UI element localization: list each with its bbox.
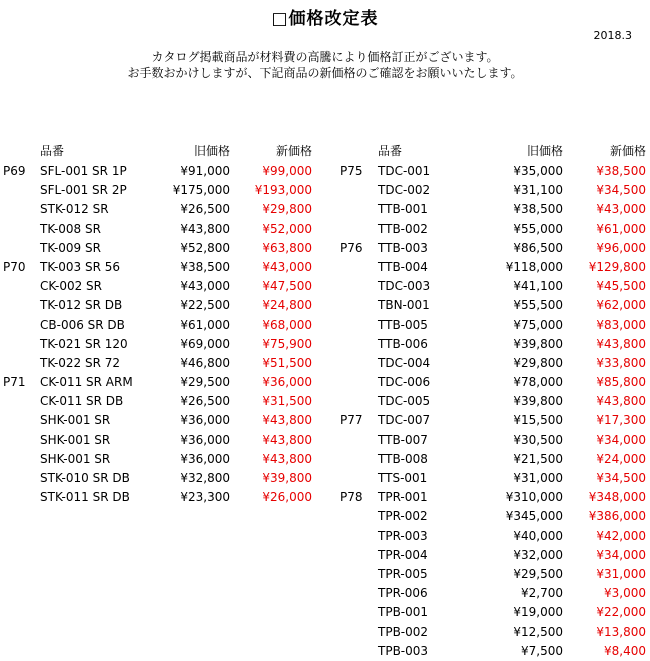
product-code: SFL-001 SR 1P	[40, 164, 127, 178]
new-price: ¥45,500	[596, 279, 646, 294]
product-code: TDC-001	[378, 164, 431, 178]
product-code: TTB-005	[378, 317, 428, 332]
table-row	[336, 239, 650, 258]
old-price: ¥345,000	[505, 509, 563, 524]
product-code: TPR-004	[378, 547, 428, 562]
new-price: ¥43,800	[596, 336, 646, 351]
old-price: ¥26,500	[180, 202, 230, 217]
old-price: ¥41,100	[513, 279, 563, 294]
new-price: ¥51,500	[262, 355, 312, 370]
product-code: TK-009 SR	[40, 240, 101, 255]
old-price: ¥35,000	[513, 164, 563, 178]
old-price: ¥36,000	[180, 451, 230, 466]
product-code: TPB-002	[378, 624, 429, 639]
product-code: TPR-001	[378, 490, 428, 505]
revision-date: 2018.3	[593, 29, 632, 42]
table-row	[336, 296, 650, 315]
table-row	[0, 277, 330, 296]
table-row	[0, 488, 330, 507]
new-price: ¥43,000	[262, 259, 312, 274]
product-code: TTB-007	[378, 432, 428, 447]
table-row	[336, 373, 650, 392]
new-price: ¥62,000	[596, 298, 646, 313]
table-row	[336, 335, 650, 354]
price-table-left	[0, 140, 330, 507]
price-table-right	[336, 140, 650, 661]
table-row	[0, 373, 330, 392]
old-price: ¥36,000	[180, 432, 230, 447]
notice-text	[0, 49, 650, 81]
product-code: TK-012 SR DB	[40, 298, 123, 313]
product-code: STK-012 SR	[40, 202, 109, 217]
new-price: ¥85,800	[596, 375, 646, 390]
table-row	[336, 623, 650, 642]
table-row	[0, 354, 330, 373]
new-price: ¥42,000	[596, 528, 646, 543]
old-price: ¥38,500	[180, 259, 230, 274]
new-price: ¥24,000	[596, 451, 646, 466]
table-row	[336, 488, 650, 507]
product-code: SFL-001 SR 2P	[40, 183, 127, 198]
table-row	[336, 546, 650, 565]
old-price: ¥15,500	[513, 413, 563, 428]
old-price: ¥32,800	[180, 471, 230, 485]
old-price: ¥46,800	[180, 355, 230, 370]
product-code: TPR-002	[378, 509, 428, 524]
new-price: ¥26,000	[262, 490, 312, 505]
table-row	[336, 584, 650, 603]
new-price: ¥68,000	[262, 317, 312, 332]
product-code: TDC-005	[378, 394, 431, 409]
product-code: TDC-004	[378, 355, 431, 370]
new-price: ¥386,000	[588, 509, 646, 524]
product-code: CK-011 SR ARM	[40, 375, 133, 390]
table-row	[0, 335, 330, 354]
table-row	[336, 354, 650, 373]
product-code: CB-006 SR DB	[40, 317, 125, 332]
product-code: TDC-002	[378, 183, 431, 198]
table-row	[336, 258, 650, 277]
table-row	[0, 431, 330, 450]
new-price: ¥38,500	[596, 164, 646, 178]
old-price: ¥175,000	[172, 183, 230, 198]
new-price: ¥31,500	[262, 394, 312, 409]
product-code: SHK-001 SR	[40, 413, 111, 428]
product-code: SHK-001 SR	[40, 451, 111, 466]
product-code: TK-021 SR 120	[40, 336, 128, 351]
old-price: ¥118,000	[505, 259, 563, 274]
old-price: ¥55,000	[513, 221, 563, 236]
table-row	[0, 181, 330, 200]
old-price: ¥69,000	[180, 336, 230, 351]
new-price: ¥13,800	[596, 624, 646, 639]
product-code: TPR-005	[378, 566, 428, 581]
table-row	[0, 392, 330, 411]
new-price: ¥31,000	[596, 566, 646, 581]
table-header	[0, 140, 330, 162]
product-code: STK-010 SR DB	[40, 471, 130, 485]
product-code: TK-003 SR 56	[40, 259, 121, 274]
new-price: ¥24,800	[262, 298, 312, 313]
new-price: ¥34,000	[596, 432, 646, 447]
table-row	[336, 181, 650, 200]
table-row	[336, 431, 650, 450]
table-row	[336, 603, 650, 622]
new-price: ¥75,900	[262, 336, 312, 351]
table-row	[0, 411, 330, 430]
page-number: P78	[340, 490, 363, 505]
page-number: P76	[340, 240, 363, 255]
new-price: ¥43,800	[262, 432, 312, 447]
table-row	[336, 411, 650, 430]
new-price: ¥43,800	[596, 394, 646, 409]
old-price: ¥22,500	[180, 298, 230, 313]
new-price: ¥193,000	[254, 183, 312, 198]
old-price: ¥31,100	[513, 183, 563, 198]
table-row	[336, 450, 650, 469]
product-code: TPR-006	[378, 586, 428, 601]
product-code: SHK-001 SR	[40, 432, 111, 447]
new-price: ¥29,800	[262, 202, 312, 217]
old-price: ¥23,300	[180, 490, 230, 505]
old-price: ¥36,000	[180, 413, 230, 428]
new-price: ¥63,800	[262, 240, 312, 255]
old-price: ¥31,000	[513, 471, 563, 485]
table-row	[0, 162, 330, 181]
product-code: TTB-006	[378, 336, 428, 351]
old-price: ¥38,500	[513, 202, 563, 217]
old-price: ¥310,000	[505, 490, 563, 505]
header-new-price: 新価格	[275, 144, 312, 158]
product-code: TTB-003	[378, 240, 428, 255]
table-row	[336, 277, 650, 296]
table-row	[336, 469, 650, 488]
old-price: ¥30,500	[513, 432, 563, 447]
new-price: ¥34,500	[596, 183, 646, 198]
new-price: ¥43,000	[596, 202, 646, 217]
new-price: ¥43,800	[262, 451, 312, 466]
new-price: ¥47,500	[262, 279, 312, 294]
product-code: TTB-001	[378, 202, 428, 217]
page-number: P70	[3, 259, 26, 274]
table-row	[0, 200, 330, 219]
new-price: ¥34,500	[596, 471, 646, 485]
table-row	[0, 220, 330, 239]
old-price: ¥75,000	[513, 317, 563, 332]
old-price: ¥7,500	[521, 643, 563, 658]
new-price: ¥61,000	[596, 221, 646, 236]
product-code: TPB-003	[378, 643, 429, 658]
header-old-price: 旧価格	[193, 144, 230, 158]
old-price: ¥40,000	[513, 528, 563, 543]
new-price: ¥3,000	[604, 586, 646, 601]
old-price: ¥19,000	[513, 605, 563, 620]
old-price: ¥61,000	[180, 317, 230, 332]
new-price: ¥39,800	[262, 471, 312, 485]
product-code: CK-011 SR DB	[40, 394, 124, 409]
notice-line-2: お手数おかけしますが、下記商品の新価格のご確認をお願いいたします。	[127, 66, 523, 80]
table-row	[336, 200, 650, 219]
table-row	[336, 316, 650, 335]
table-row	[0, 316, 330, 335]
product-code: TPR-003	[378, 528, 428, 543]
table-row	[0, 469, 330, 488]
table-row	[0, 258, 330, 277]
page-number: P77	[340, 413, 363, 428]
notice-line-1: カタログ掲載商品が材料費の高騰により価格訂正がございます。	[151, 50, 499, 64]
product-code: TTB-008	[378, 451, 428, 466]
old-price: ¥39,800	[513, 336, 563, 351]
new-price: ¥17,300	[596, 413, 646, 428]
old-price: ¥21,500	[513, 451, 563, 466]
old-price: ¥91,000	[180, 164, 230, 178]
page-number: P75	[340, 164, 363, 178]
product-code: TDC-006	[378, 375, 431, 390]
old-price: ¥39,800	[513, 394, 563, 409]
old-price: ¥29,800	[513, 355, 563, 370]
new-price: ¥36,000	[262, 375, 312, 390]
header-new-price: 新価格	[609, 144, 646, 158]
page-title: □価格改定表	[271, 9, 379, 29]
product-code: TTB-004	[378, 259, 428, 274]
new-price: ¥43,800	[262, 413, 312, 428]
table-row	[336, 220, 650, 239]
old-price: ¥55,500	[513, 298, 563, 313]
product-code: TBN-001	[378, 298, 430, 313]
table-header	[336, 140, 650, 162]
product-code: STK-011 SR DB	[40, 490, 130, 505]
table-row	[0, 450, 330, 469]
table-row	[336, 162, 650, 181]
new-price: ¥348,000	[588, 490, 646, 505]
old-price: ¥2,700	[521, 586, 563, 601]
old-price: ¥52,800	[180, 240, 230, 255]
header-code: 品番	[40, 144, 65, 158]
product-code: CK-002 SR	[40, 279, 102, 294]
product-code: TTS-001	[378, 471, 428, 485]
old-price: ¥29,500	[513, 566, 563, 581]
new-price: ¥96,000	[596, 240, 646, 255]
table-row	[336, 565, 650, 584]
new-price: ¥34,000	[596, 547, 646, 562]
old-price: ¥78,000	[513, 375, 563, 390]
old-price: ¥26,500	[180, 394, 230, 409]
table-row	[336, 642, 650, 661]
new-price: ¥99,000	[262, 164, 312, 178]
new-price: ¥83,000	[596, 317, 646, 332]
header-code: 品番	[378, 144, 403, 158]
product-code: TDC-003	[378, 279, 431, 294]
old-price: ¥12,500	[513, 624, 563, 639]
old-price: ¥29,500	[180, 375, 230, 390]
old-price: ¥43,000	[180, 279, 230, 294]
page-number: P71	[3, 375, 26, 390]
new-price: ¥52,000	[262, 221, 312, 236]
old-price: ¥43,800	[180, 221, 230, 236]
header-old-price: 旧価格	[526, 144, 563, 158]
old-price: ¥32,000	[513, 547, 563, 562]
product-code: TK-022 SR 72	[40, 355, 121, 370]
product-code: TPB-001	[378, 605, 429, 620]
product-code: TDC-007	[378, 413, 431, 428]
new-price: ¥22,000	[596, 605, 646, 620]
product-code: TK-008 SR	[40, 221, 101, 236]
table-row	[336, 392, 650, 411]
table-row	[336, 507, 650, 526]
old-price: ¥86,500	[513, 240, 563, 255]
product-code: TTB-002	[378, 221, 428, 236]
new-price: ¥33,800	[596, 355, 646, 370]
table-row	[0, 296, 330, 315]
table-row	[0, 239, 330, 258]
page-number: P69	[3, 164, 26, 178]
new-price: ¥129,800	[588, 259, 646, 274]
table-row	[336, 527, 650, 546]
new-price: ¥8,400	[604, 643, 646, 658]
